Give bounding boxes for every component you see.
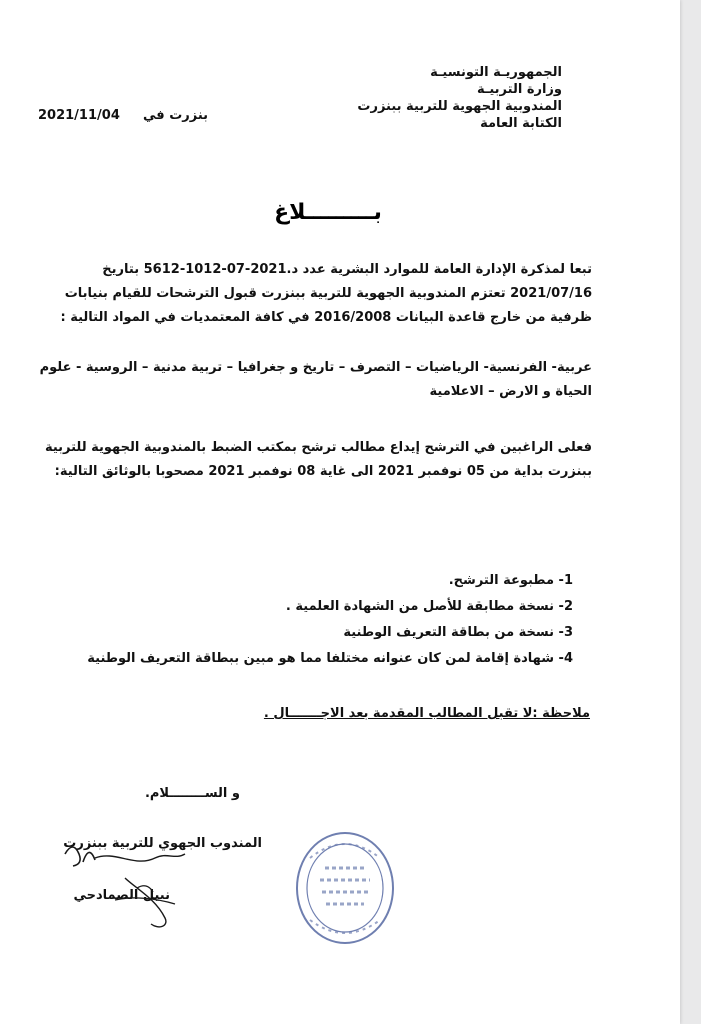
- place-label: بنزرت في: [143, 108, 209, 123]
- document-title: [0, 200, 680, 225]
- required-documents-list: [53, 568, 573, 672]
- list-item: 2- نسخة مطابقة للأصل من الشهادة العلمية .: [285, 599, 573, 614]
- official-stamp: [290, 828, 400, 948]
- issue-date: 2021/11/04: [38, 108, 120, 123]
- signatory-title: المندوب الجهوي للتربية ببنزرت: [63, 836, 262, 851]
- paragraph-subjects: عربية- الفرنسية- الرياضيات – التصرف – تاريخ و جغرافيا – تربية مدنية – الروسية - علوم الحياة و الارض – الاعلامية: [39, 360, 592, 399]
- letterhead-regional-office: المندوبية الجهوية للتربية ببنزرت: [357, 99, 562, 114]
- deadline-note: ملاحظة :لا تقبل المطالب المقدمة بعد الاجـــــــال .: [263, 706, 590, 721]
- letterhead-republic: الجمهوريـة التونسيـة: [430, 65, 562, 80]
- document-title-text: بـــــــــلاغ: [274, 200, 382, 225]
- letterhead-ministry: وزارة التربيـة: [477, 82, 562, 97]
- paragraph-submission: فعلى الراغبين في الترشح إيداع مطالب ترشح بمكتب الضبط بالمندوبية الجهوية للتربية ببنزرت بداية من 05 نوفمبر 2021 الى غاية 08 نوفمبر 2021 مصحوبا بالوثائق التالية:: [44, 440, 592, 479]
- signatory-name: نبيل الصمادحي: [73, 888, 170, 903]
- paragraph-announcement: تبعا لمذكرة الإدارة العامة للموارد البشرية عدد د.2021-07-1012-5612 بتاريخ 2021/07/16 تعتزم المندوبية الجهوية للتربية ببنزرت قبول الترشحات للقيام بنيابات ظرفية من خارج قاعدة البيانات 2016/2008 في كافة المعتمديات في المواد التالية :: [60, 262, 592, 325]
- letterhead: [262, 64, 562, 132]
- closing-salutation: و الســــــــلام.: [144, 786, 240, 801]
- list-item: 3- نسخة من بطاقة التعريف الوطنية: [343, 625, 573, 640]
- letterhead-secretariat: الكتابة العامة: [480, 116, 562, 131]
- list-item: 4- شهادة إقامة لمن كان عنوانه مختلفا مما هو مبين ببطاقة التعريف الوطنية: [87, 651, 573, 666]
- handwritten-signature: [55, 828, 215, 938]
- list-item: 1- مطبوعة الترشح.: [448, 573, 573, 588]
